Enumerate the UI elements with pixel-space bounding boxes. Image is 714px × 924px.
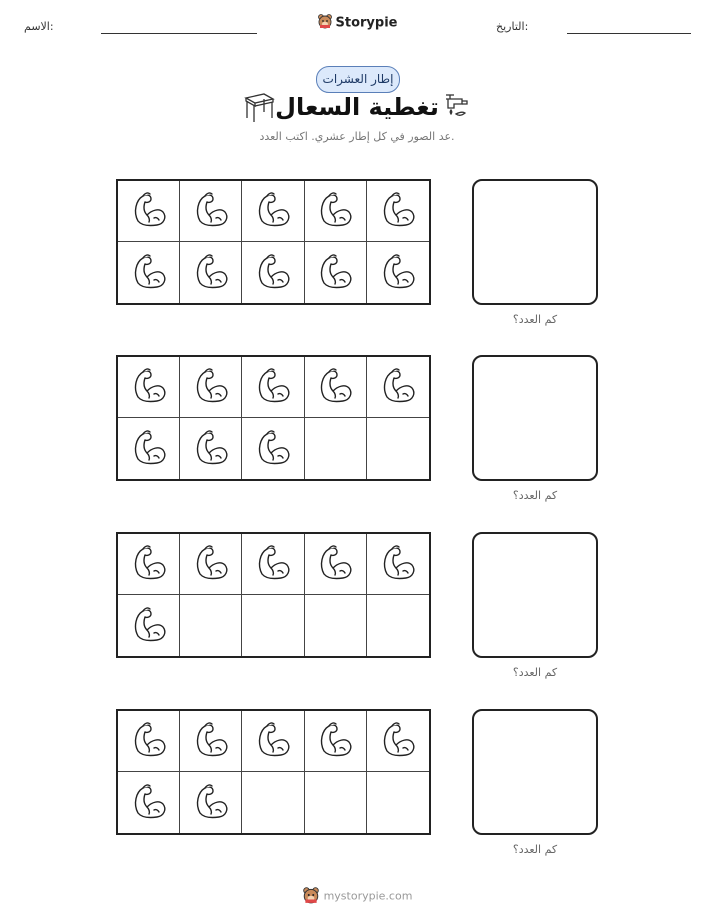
topic-badge: إطار العشرات	[316, 66, 400, 93]
flexed-arm-icon	[190, 364, 232, 410]
frame-cell	[118, 772, 180, 833]
name-label: الاسم:	[24, 20, 54, 33]
frame-cell	[180, 534, 242, 595]
flexed-arm-icon	[190, 780, 232, 826]
flexed-arm-icon	[252, 364, 294, 410]
frame-cell	[305, 772, 367, 833]
faucet-icon	[440, 90, 470, 124]
frame-cell	[305, 595, 367, 656]
frame-cell	[305, 242, 367, 303]
frame-cell	[305, 534, 367, 595]
flexed-arm-icon	[314, 250, 356, 296]
flexed-arm-icon	[252, 718, 294, 764]
footer	[0, 886, 714, 907]
answer-question-3: كم العدد؟	[512, 666, 558, 679]
flexed-arm-icon	[252, 426, 294, 472]
flexed-arm-icon	[190, 541, 232, 587]
frame-cell	[367, 595, 429, 656]
date-label: التاريخ:	[496, 20, 529, 33]
frame-cell	[180, 595, 242, 656]
frame-cell	[242, 711, 304, 772]
frame-cell	[180, 711, 242, 772]
frame-cell	[242, 357, 304, 418]
flexed-arm-icon	[314, 188, 356, 234]
flexed-arm-icon	[252, 188, 294, 234]
ten-frame-1	[116, 179, 431, 305]
date-line[interactable]	[567, 33, 691, 34]
frame-cell	[242, 772, 304, 833]
flexed-arm-icon	[128, 364, 170, 410]
flexed-arm-icon	[128, 188, 170, 234]
answer-question-1: كم العدد؟	[512, 313, 558, 326]
frame-cell	[305, 357, 367, 418]
flexed-arm-icon	[128, 718, 170, 764]
flexed-arm-icon	[190, 188, 232, 234]
flexed-arm-icon	[190, 718, 232, 764]
answer-question-4: كم العدد؟	[512, 843, 558, 856]
frame-cell	[242, 534, 304, 595]
frame-cell	[367, 534, 429, 595]
frame-cell	[118, 595, 180, 656]
answer-box-4[interactable]	[472, 709, 598, 835]
frame-cell	[367, 242, 429, 303]
answer-question-2: كم العدد؟	[512, 489, 558, 502]
flexed-arm-icon	[190, 250, 232, 296]
flexed-arm-icon	[128, 426, 170, 472]
frame-cell	[180, 772, 242, 833]
name-line[interactable]	[101, 33, 257, 34]
instructions: عد الصور في كل إطار عشري. اكتب العدد.	[259, 130, 455, 143]
flexed-arm-icon	[377, 718, 419, 764]
flexed-arm-icon	[128, 541, 170, 587]
flexed-arm-icon	[128, 603, 170, 649]
flexed-arm-icon	[377, 188, 419, 234]
frame-cell	[180, 418, 242, 479]
bear-footer-icon	[302, 886, 320, 907]
bear-logo-icon	[317, 13, 333, 33]
frame-cell	[367, 711, 429, 772]
frame-cell	[242, 418, 304, 479]
answer-box-3[interactable]	[472, 532, 598, 658]
frame-cell	[118, 534, 180, 595]
flexed-arm-icon	[377, 541, 419, 587]
footer-url: mystorypie.com	[323, 889, 413, 903]
answer-box-1[interactable]	[472, 179, 598, 305]
frame-cell	[367, 772, 429, 833]
frame-cell	[305, 418, 367, 479]
brand-logo	[0, 13, 714, 33]
flexed-arm-icon	[377, 364, 419, 410]
flexed-arm-icon	[252, 541, 294, 587]
frame-cell	[118, 357, 180, 418]
flexed-arm-icon	[377, 250, 419, 296]
frame-cell	[305, 711, 367, 772]
frame-cell	[242, 242, 304, 303]
frame-cell	[118, 418, 180, 479]
frame-cell	[305, 181, 367, 242]
frame-cell	[180, 181, 242, 242]
frame-cell	[180, 242, 242, 303]
ten-frame-2	[116, 355, 431, 481]
answer-box-2[interactable]	[472, 355, 598, 481]
brand-name: Storypie	[335, 15, 398, 31]
frame-cell	[242, 181, 304, 242]
flexed-arm-icon	[252, 250, 294, 296]
flexed-arm-icon	[128, 780, 170, 826]
flexed-arm-icon	[314, 364, 356, 410]
frame-cell	[242, 595, 304, 656]
flexed-arm-icon	[190, 426, 232, 472]
frame-cell	[118, 242, 180, 303]
frame-cell	[367, 418, 429, 479]
frame-cell	[118, 711, 180, 772]
flexed-arm-icon	[314, 718, 356, 764]
flexed-arm-icon	[128, 250, 170, 296]
flexed-arm-icon	[314, 541, 356, 587]
ten-frame-3	[116, 532, 431, 658]
frame-cell	[180, 357, 242, 418]
page-title: تغطية السعال	[275, 93, 439, 121]
frame-cell	[118, 181, 180, 242]
frame-cell	[367, 181, 429, 242]
ten-frame-4	[116, 709, 431, 835]
frame-cell	[367, 357, 429, 418]
